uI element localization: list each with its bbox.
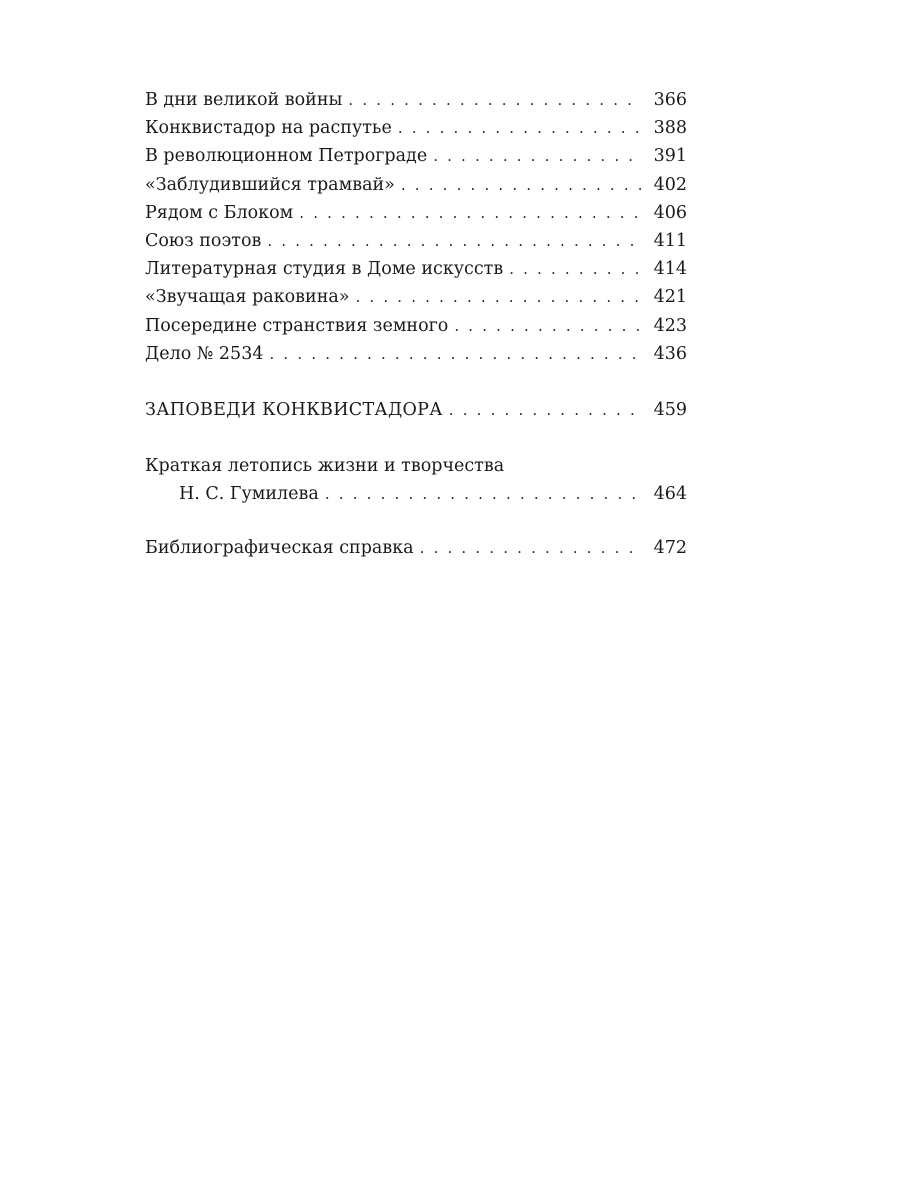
toc-entry-title: Дело № 2534: [145, 343, 264, 364]
toc-entry-page: 472: [653, 538, 687, 559]
toc-entry-page: 388: [653, 118, 687, 139]
toc-entry-chronicle[interactable]: [145, 480, 687, 508]
toc-entry-page: 366: [653, 90, 687, 110]
toc-entry-title: Библиографическая справка: [145, 538, 414, 559]
toc-entry[interactable]: [145, 283, 687, 311]
toc-entry[interactable]: [145, 340, 687, 368]
toc-entry-page: 406: [653, 202, 687, 223]
section-spacer: [145, 368, 687, 396]
toc-entry-title: Литературная студия в Доме искусств: [145, 259, 504, 280]
toc-leader-dots: [299, 199, 641, 227]
toc-entry-title: Конквистадор на распутье: [145, 118, 392, 139]
toc-leader-dots: [401, 171, 641, 199]
toc-leader-dots: [449, 396, 641, 424]
toc-entry-page: 464: [653, 484, 687, 505]
toc-leader-dots: [267, 227, 641, 255]
toc-entry[interactable]: [145, 199, 687, 227]
toc-entry-title: Союз поэтов: [145, 230, 262, 251]
toc-entry-page: 402: [653, 174, 687, 195]
toc-entry-bibliography[interactable]: [145, 534, 687, 562]
toc-entry[interactable]: [145, 142, 687, 170]
toc-entry-page: 391: [653, 146, 687, 167]
toc-entry[interactable]: [145, 171, 687, 199]
table-of-contents: [145, 86, 687, 563]
toc-entry-title: Рядом с Блоком: [145, 202, 294, 223]
toc-entry-title: В революционном Петрограде: [145, 146, 428, 167]
toc-entry-page: 411: [653, 230, 687, 251]
toc-leader-dots: [269, 340, 641, 368]
toc-leader-dots: [325, 480, 641, 508]
toc-entry-title: «Заблудившийся трамвай»: [145, 174, 395, 195]
toc-leader-dots: [454, 312, 641, 340]
toc-entry-chronicle-line1: Краткая летопись жизни и творчества: [145, 456, 505, 477]
section-spacer: [145, 424, 687, 452]
toc-leader-dots: [348, 86, 641, 114]
toc-entry-title: В дни великой войны: [145, 90, 343, 110]
toc-entry-page: 414: [653, 259, 687, 280]
toc-leader-dots: [356, 283, 642, 311]
toc-leader-dots: [509, 255, 641, 283]
toc-leader-dots: [420, 534, 641, 562]
toc-entry[interactable]: [145, 312, 687, 340]
toc-entry-title: ЗАПОВЕДИ КОНКВИСТАДОРА: [145, 399, 443, 420]
toc-entry-title: «Звучащая раковина»: [145, 287, 350, 308]
toc-leader-dots: [433, 142, 641, 170]
toc-entry-commandments[interactable]: [145, 396, 687, 424]
toc-entry-page: 421: [653, 287, 687, 308]
toc-entry[interactable]: [145, 255, 687, 283]
toc-entry-page: 459: [653, 399, 687, 420]
toc-entry[interactable]: [145, 114, 687, 142]
toc-entry-page: 423: [653, 315, 687, 336]
toc-entry[interactable]: [145, 86, 687, 114]
toc-entry-page: 436: [653, 343, 687, 364]
toc-leader-dots: [398, 114, 641, 142]
toc-entry[interactable]: [145, 227, 687, 255]
toc-entry-title: Посередине странствия земного: [145, 315, 449, 336]
section-spacer: [145, 508, 687, 534]
toc-entry-title: Н. С. Гумилева: [179, 484, 319, 505]
